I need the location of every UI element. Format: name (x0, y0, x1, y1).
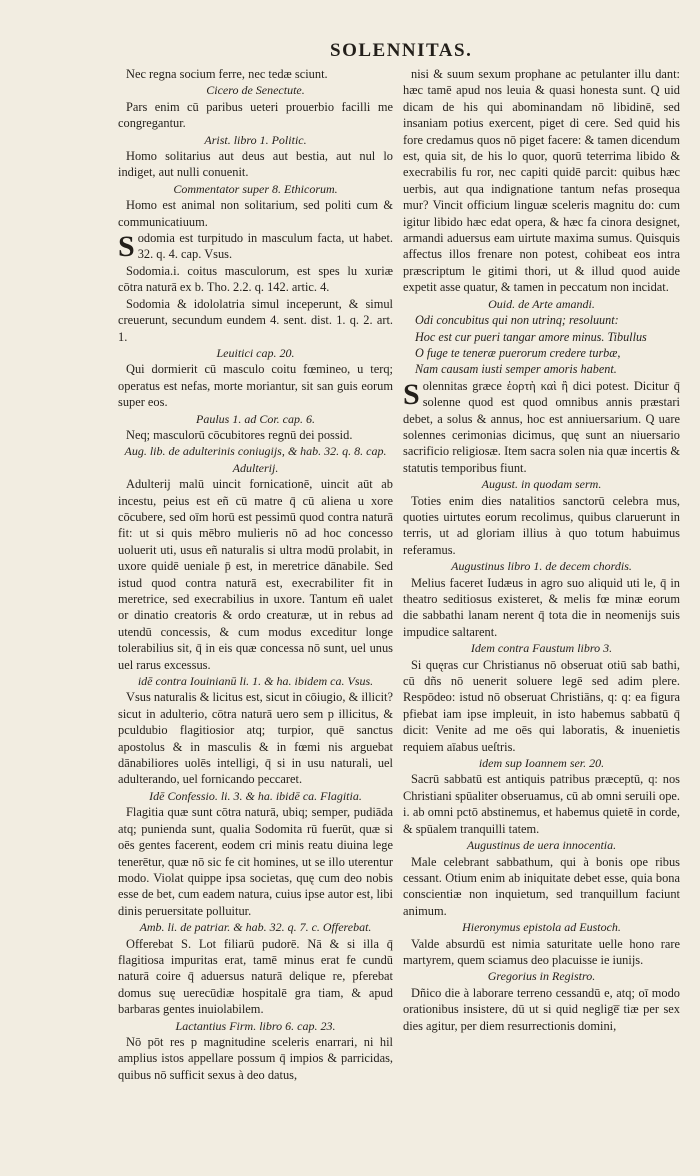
body-paragraph: Dñico die à laborare terreno cessandū e, atq; oī modo orationibus insistere, dū ut si quid neglige̅ tiæ per sex dies agitur, per diem resurrectionis domini, (403, 985, 680, 1033)
body-paragraph: Nō pōt res p magnitudine sceleris enarrari, ni hil amplius istos appellare possum q̄ impios & parricidas, quibus nō sufficit sexus à deo datus, (118, 1034, 393, 1082)
source-citation: Augustinus libro 1. de decem chordis. (451, 559, 632, 574)
body-paragraph: Pars enim cū paribus ueteri prouerbio facilli me congregantur. (118, 99, 393, 131)
body-paragraph: Flagitia quæ sunt cōtra naturā, ubiq; semper, pudiāda atq; punienda sunt, qualia Sodomita rū fuerūt, quæ si oēs gentes facerent, eodem cri minis reatu diuina lege tenerētur, quæ nō sic fe cit homines, ut se illo uterentur modo. Violat quippe ipsa societas, quę cum deo nobis esse de bet, cum eadem natura, cuius ipse autor est, libi dinis peruersitate polluitur. (118, 805, 393, 918)
body-paragraph: Vsus naturalis & licitus est, sicut in cōiugio, & illicit? sicut in adulterio, cōtra naturā uero sem p illicitus, & pculdubio flagitiosior atq; turpior, quē sanctus apostolus & in masculis & in fœmi nis arguebat dānabiliores uolēs intelligi, q̄ si in usu naturali, uel adulterando, uel fornicando peccaret. (118, 690, 393, 787)
body-paragraph: Sacrū sabbatū est antiquis patribus præceptū, q: nos Christiani spūaliter obseruamus, cū ab omni seruili ope. i. ab omni pctō abstinemus, et habemus quietē in corde, & spūalem tranquilli tatem. (403, 772, 680, 836)
left-column (118, 66, 393, 1096)
source-citation: Amb. li. de patriar. & hab. 32. q. 7. c. Offerebat. (139, 920, 372, 935)
body-paragraph: Male celebrant sabbathum, qui à bonis ope ribus cessant. Otium enim ab iniquitate debet esse, quia bona conscientiæ non inquietum, sed tranquillum faciunt animum. (403, 854, 680, 918)
body-paragraph: Neq; masculorū cōcubitores regnū dei possid. (126, 427, 353, 442)
source-citation: Arist. libro 1. Politic. (204, 132, 307, 147)
body-paragraph: Nec regna socium ferre, nec tedæ sciunt. (126, 67, 328, 81)
verse-line: Odi concubitus qui non utrinq; resoluunt: (415, 313, 619, 328)
source-citation: Commentator super 8. Ethicorum. (173, 181, 338, 196)
source-citation: August. in quodam serm. (481, 477, 602, 492)
source-citation: Cicero de Senectute. (206, 83, 305, 98)
source-citation: Leuitici cap. 20. (216, 345, 295, 360)
source-citation: Idem contra Faustum libro 3. (470, 641, 613, 656)
source-citation: Hieronymus epistola ad Eustoch. (462, 920, 621, 935)
body-paragraph: Sodomia & idololatria simul inceperunt, & simul creuerunt, secundum eundem 4. sent. dist. 1. q. 2. art. 1. (118, 296, 393, 344)
source-citation: Lactantius Firm. libro 6. cap. 23. (175, 1018, 336, 1033)
body-paragraph: Homo solitarius aut deus aut bestia, aut nul lo indiget, aut nulli conuenit. (118, 149, 393, 180)
right-column (403, 66, 680, 1096)
source-citation: Paulus 1. ad Cor. cap. 6. (195, 411, 315, 426)
source-citation: Idē Confessio. li. 3. & ha. ibidē ca. Flagitia. (149, 788, 362, 803)
source-citation: Ouid. de Arte amandi. (488, 296, 595, 311)
body-paragraph: Adulterij malū uincit fornicationē, uincit aūt ab incestu, peius est eñ cū matre q̄ cū aliena u xore cōcubere, sed oīm horū est pessimū quod contra naturā fit: ut si quis mēbro mulieris nō ad hoc concesso uoluerit uti, usus eñ naturalis si ultra modū prolabit, in uxore quidē ueniale p̄ est, in meretrice dānabile. Sed istud quod contra naturā est, execrabiliter fit in meretrice, sed execrabilius in uxore. Tantum eñ ualet or dinatio creatoris & ordo creaturæ, ut in rebus ad utendū concessis, & cum modus exceditur longe tolerabilius sit, q̄ in eis quæ concessa nō sunt, uel unus uel rarus excessus. (118, 477, 393, 672)
body-paragraph: Melius faceret Iudæus in agro suo aliquid uti le, q̄ in theatro seditiosus existeret, & melis fœ minæ eorum die sabbathi lanam nerent q̄ tota die in neomenijs suis impudice saltarent. (403, 575, 680, 639)
source-citation: idē contra Iouinianū li. 1. & ha. ibidem ca. Vsus. (137, 674, 374, 689)
verse-line: Hoc est cur pueri tangar amore minus. Tibullus (415, 329, 647, 344)
entry-paragraph: Solennitas græce ἑορτὴ καὶ ἢ dici potest. Dicitur q̄ solenne quod est quod omnibus annis præstari debet, a solus & annus, hoc est anniuersarium. Q uare solennes cerimonias dicimus, quę sunt an niuersario sacrificio religiosæ. Item sacra solen nia quæ incertis & statutis temporibus fiunt. (403, 377, 680, 475)
source-citation: idem sup Ioannem ser. 20. (478, 756, 605, 771)
body-paragraph: Sodomia.i. coitus masculorum, est spes lu xuriæ cōtra naturā ex b. Tho. 2.2. q. 142. artic. 4. (118, 263, 393, 295)
running-title: SOLENNITAS. (330, 40, 473, 61)
body-paragraph: Offerebat S. Lot filiarū pudorē. Nā & si illa q̄ flagitiosa impuritas erat, tamē minus erat fe cundū naturā coire q̄ aduersus naturā delique re, pferebat domus suę uerecūdiæ hospitalē gra tiam, & apud barbaras gentes inuiolabilem. (118, 936, 393, 1017)
body-paragraph: Valde absurdū est nimia saturitate uelle hono rare martyrem, quem sciamus deo placuisse ie iunijs. (403, 936, 680, 967)
verse-line: O fuge te teneræ puerorum credere turbæ, (415, 345, 621, 360)
body-paragraph: Homo est animal non solitarium, sed politi cum & communicatiuum. (118, 198, 393, 229)
source-citation: Gregorius in Registro. (487, 969, 596, 984)
drop-cap: S (403, 377, 420, 411)
body-paragraph: Qui dormierit cū masculo coitu fœmineo, u terq; operatus est nefas, morte moriantur, sit san guis eorum super eos. (118, 362, 393, 410)
drop-cap: S (118, 230, 135, 264)
body-paragraph: Toties enim dies natalitios sanctorū celebra mus, quoties uirtutes eorum recolimus, quibus claruerunt in terris, ut ad gloriam illius à quo totum habuimus referamus. (403, 493, 680, 557)
body-paragraph: nisi & suum sexum prophane ac petulanter illu dant: hæc tamē apud nos leuia & quasi honesta sunt. Q uid dicam de his qui abominandam nō libidinē, sed insaniam potius exercent, piget di cere. Sed quid his fore credamus quos nō piget facere: & tamen dicendum est, quia sit, de his lo quor, quorū teterrima libido & execrabilis fu ror, nec capiti quidē parcit: quibus hæc uerbis, aut qua indignatione tantum nefas prosequa mur? Vincit officium linguæ sceleris magnitu do: cum igitur libido hæc edat opera, & hæc fa cinora designet, armandi aduersus eam uirtute maxima sumus. Quisquis affectus illos frenare non potest, cohibeat eos intra præscriptum le gitimi thori, ut & illud quod auide expetit asse quatur, & tamen in peccatum non incidat. (403, 67, 680, 295)
body-paragraph: Si quęras cur Christianus nō obseruat otiū sab bathi, cū dñs nō uenerit soluere legē sed adim plere. Respōdeo: istud nō obseruat Christiāns, q: q: ea figura pfiebat iam ipse impleuit, in isto habemus sabbatū q̄ dicit: Venite ad me oēs qui laboratis, & inuenietis requiem aīabus ueſtris. (403, 657, 680, 754)
source-citation: Aug. lib. de adulterinis coniugijs, & hab. 32. q. 8. cap. Adulterij. (124, 444, 387, 475)
entry-paragraph: Sodomia est turpitudo in masculum facta, ut habet. 32. q. 4. cap. Vsus. (118, 230, 393, 264)
verse-line: Nam causam iusti semper amoris habent. (415, 362, 617, 377)
source-citation: Augustinus de uera innocentia. (466, 838, 617, 853)
